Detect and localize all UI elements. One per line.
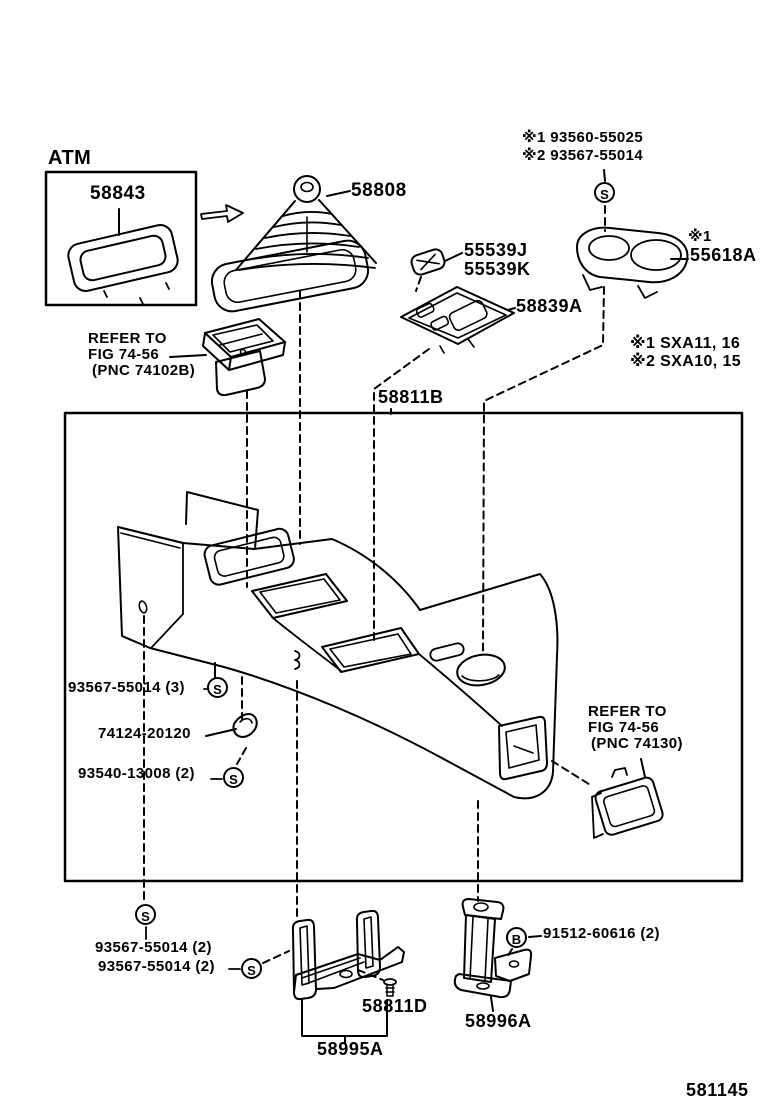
clip-74124-drawing: [206, 714, 257, 737]
part-label-58811b: 58811B: [378, 387, 444, 407]
clip-55539-drawing: [410, 248, 462, 277]
part-label-screw-rear-b: 93567-55014 (2): [98, 958, 215, 975]
front-ashtray-drawing: [170, 319, 285, 395]
rear-ashtray-drawing: [592, 759, 664, 838]
screw-symbol-bottom-a: S: [135, 904, 156, 925]
part-label-74124: 74124-20120: [98, 725, 191, 742]
inset-title: ATM: [48, 147, 92, 169]
cup-holder-note: ※1: [688, 228, 712, 245]
bracket-58811d-drawing: [293, 911, 404, 999]
screw-symbol-front: S: [207, 677, 228, 698]
part-label-58808: 58808: [351, 180, 407, 201]
refer-rear-line2: FIG 74-56: [588, 719, 660, 736]
bracket-58996a-drawing: [455, 899, 541, 1011]
part-label-58839a: 58839A: [516, 296, 583, 316]
applicability-line1: ※1 SXA11, 16: [630, 335, 741, 352]
screw-symbol-mid: S: [223, 767, 244, 788]
refer-front-line2: FIG 74-56: [88, 346, 160, 363]
part-label-screw-mid: 93540-13008 (2): [78, 765, 195, 782]
console-assembly-box: [65, 413, 742, 881]
part-label-screw-rear-a: 93567-55014 (2): [95, 939, 212, 956]
part-label-58811d: 58811D: [362, 996, 428, 1016]
part-label-91512: 91512-60616 (2): [543, 925, 660, 942]
screw-symbol-bottom-b: S: [241, 958, 262, 979]
refer-rear-line1: REFER TO: [588, 703, 667, 720]
part-label-58996a: 58996A: [465, 1011, 532, 1031]
bolt-symbol: B: [506, 927, 527, 948]
figure-code: 581145: [686, 1080, 749, 1100]
part-label-55539k: 55539K: [464, 259, 531, 279]
arrow-icon: [201, 205, 243, 222]
dashed-leader-lines: [144, 206, 605, 980]
part-label-58843: 58843: [90, 183, 146, 204]
part-label-screw-front: 93567-55014 (3): [68, 679, 185, 696]
refer-front-line3: (PNC 74102B): [92, 362, 196, 379]
part-label-55618a: 55618A: [690, 245, 757, 265]
plate-58839a-drawing: [401, 287, 515, 353]
applicability-line2: ※2 SXA10, 15: [630, 353, 742, 370]
screw-note-line1: ※1 93560-55025: [522, 129, 644, 146]
refer-front-line1: REFER TO: [88, 330, 167, 347]
screw-note-line2: ※2 93567-55014: [522, 147, 644, 164]
part-label-55539j: 55539J: [464, 240, 528, 260]
console-body-drawing: [118, 492, 557, 798]
part-label-58995a: 58995A: [317, 1039, 384, 1059]
refer-rear-line3: (PNC 74130): [591, 735, 683, 752]
screw-symbol-top: S: [594, 182, 615, 203]
